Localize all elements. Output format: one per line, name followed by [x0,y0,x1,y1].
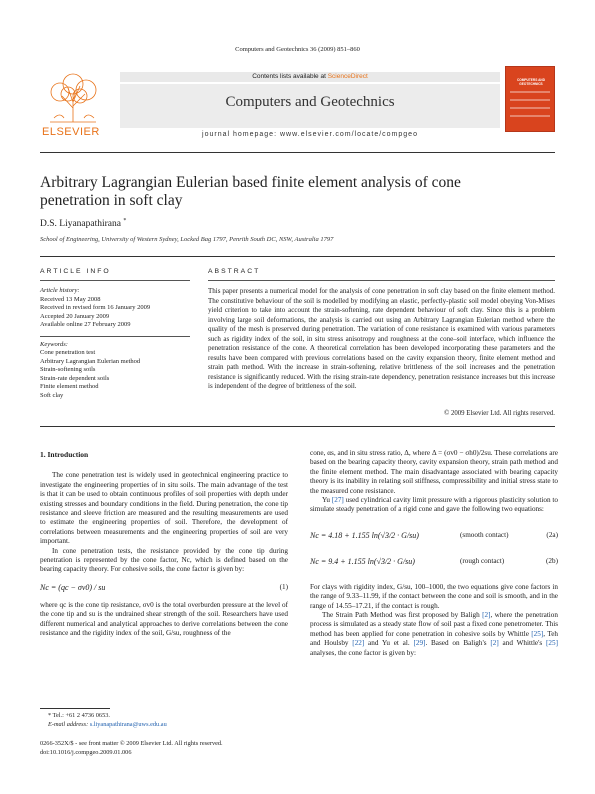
paragraph: For clays with rigidity index, G/su, 100–1000, the two equations give cone factors in the range of 9.33–11.99, if the contact between the cone and soil is smooth, and in the range of 14.55–17.21, if the contact is rough. [310,582,558,610]
text: and Whittle's [498,639,546,648]
cover-decoration [510,91,550,93]
paragraph [310,496,558,515]
right-column [310,449,558,658]
author-name: D.S. Liyanapathirana [40,219,121,230]
equation-1 [40,575,288,601]
equation-condition: (rough contact) [460,556,505,565]
text: used cylindrical cavity limit pressure with a rigorous plasticity solution to simulate steady penetration of a rigid cone and gave the following two equations: [310,496,558,514]
text: The Strain Path Method was first proposed by Baligh [322,611,483,620]
citation-link[interactable]: [2] [490,639,499,648]
equation-expression: Nc = (qc − σv0) / su [40,582,106,592]
section-rule [40,256,555,257]
equation-2a [310,523,558,549]
article-title: Arbitrary Lagrangian Eulerian based finite element analysis of cone penetration in soft clay [40,174,461,209]
equation-2b [310,549,558,575]
body-rule [40,426,555,427]
abstract-heading: ABSTRACT [208,268,261,275]
paragraph: where qc is the cone tip resistance, σv0 is the total overburden pressure at the level of the cone tip and su is the undrained shear strength of the soil. Researchers have used different numerical and analytical approaches to derive correlations between the cone resistance and the rigidity index of the soil, G/su, roughness of the [40,600,288,638]
copyright-notice: © 2009 Elsevier Ltd. All rights reserved. [444,410,555,417]
elsevier-wordmark: ELSEVIER [42,126,100,138]
journal-reference: Computers and Geotechnics 36 (2009) 851–860 [235,46,360,53]
info-divider [40,336,190,337]
text: Yu [322,496,332,505]
keywords-label: Keywords: [40,340,68,348]
header-rule [40,152,555,153]
journal-cover-thumbnail [505,66,555,132]
history-label: Article history: [40,287,80,294]
homepage-prefix: journal homepage: [202,131,280,138]
citation-link[interactable]: [22] [352,639,365,648]
keyword: Strain-rate dependent soils [40,374,110,382]
abstract-rule [208,280,555,281]
cover-decoration [510,107,550,109]
equation-expression: Nc = 4.18 + 1.155 ln(√3/2 · G/su) [310,530,419,540]
paragraph: The cone penetration test is widely used in geotechnical engineering practice to investigate the engineering properties of in situ soils. The main advantage of the test is that it can be used to obtain continuous profiles of soil properties with depth under existing stresses and boundary conditions in the field. During penetration, the cone tip resistance and sleeve friction are measured and the resulting measurements are used to estimate the engineering properties of soil. Therefore, the development of correlations between measurements and the engineering properties of soil are very important. [40,471,288,546]
section-title: 1. Introduction [40,450,89,459]
publication-info [40,740,223,757]
citation-link[interactable]: [2] [482,611,491,620]
doi-line[interactable]: doi:10.1016/j.compgeo.2009.01.006 [40,748,132,756]
issn-line: 0266-352X/$ - see front matter © 2009 Elsevier Ltd. All rights reserved. [40,740,223,747]
author-affiliation: School of Engineering, University of Western Sydney, Locked Bag 1797, Penrith South DC, NSW, Australia 1797 [40,236,334,243]
journal-name: Computers and Geotechnics [225,94,395,110]
citation-link[interactable]: [25] [546,639,558,648]
author-telephone: * Tel.: +61 2 4736 0653. [48,712,110,719]
text: analyses, the cone factor is given by: [310,648,416,657]
article-info [40,287,190,400]
keyword: Cone penetration test [40,349,96,356]
contents-prefix: Contents lists available at [252,73,328,80]
citation-link[interactable]: [29] [413,639,426,648]
journal-homepage [120,128,500,142]
text: , where the penetration process is simulated as a steady state flow of soil past a fixed cone penetrometer. This method has been applied for cone penetration in cohesive soils by Whittle [310,611,558,638]
homepage-url[interactable]: www.elsevier.com/locate/compgeo [279,131,418,138]
author-email-link[interactable]: s.liyanapathirana@uws.edu.au [89,720,167,728]
paragraph: In cone penetration tests, the resistance provided by the cone tip during penetration is represented by the cone factor, Nc, which is defined based on the bearing capacity theory. For cohesive soils, the cone factor is given by: [40,546,288,574]
author-email-line [48,721,167,730]
author-footnote [48,712,167,729]
history-item: Available online 27 February 2009 [40,321,131,328]
keyword: Soft clay [40,391,64,399]
history-item: Received 13 May 2008 [40,295,101,303]
history-item: Received in revised form 16 January 2009 [40,304,151,311]
footnote-rule [40,708,110,709]
info-rule [40,280,190,281]
citation-link[interactable]: [27] [331,496,344,505]
text: , Teh and Houlsby [310,629,558,648]
keyword: Finite element method [40,383,99,390]
author-line [40,218,126,229]
equation-number: (2b) [546,556,558,565]
sciencedirect-link[interactable]: ScienceDirect [327,73,368,80]
journal-title-band [120,84,500,128]
equation-expression: Nc = 9.4 + 1.155 ln(√3/2 · G/su) [310,556,415,566]
paragraph: cone, αs, and in situ stress ratio, Δ, where Δ = (σv0 − σh0)/2su. These correlations are based on the bearing capacity theory, cavity expansion theory, strain path method and the finite element method. The main disadvantage associated with bearing capacity theory is its inability in relating soil stiffness, compressibility and initial stress state to the measured cone resistance. [310,449,558,495]
abstract-text: This paper presents a numerical model for the analysis of cone penetration in soft clay based on the finite element method. The constitutive behaviour of the soil is modelled by modifying an elastic, perfectly-plastic soil model obeying Von-Mises yield criterion to take into account the strain-softening, rate dependent behaviour of soft clay. Since this is a problem involving large soil deformations, the analysis is carried out using an Arbitrary Lagrangian Eulerian method where the quality of the mesh is preserved during penetration. The variation of cone resistance is examined with various parameters such as rigidity index of the soil, in situ stress anisotropy and roughness at the cone–soil interface, which influence the penetration resistance of the cone. A theoretical correlation has been developed incorporating these parameters and the results have been compared with previous correlations based on the cavity expansion theory, finite element method and strain path method. With the increase in strain-softening, relative brittleness of the soil increases and the penetration resistance is significantly reduced. With the rising strain-rate dependency, penetration resistance increases but this increase is independent of the degree of brittleness of the soil. [208,287,555,390]
equation-number: (1) [279,582,288,591]
cover-title: COMPUTERS AND GEOTECHNICS [516,78,546,86]
keyword: Arbitrary Lagrangian Eulerian method [40,357,141,365]
author-footnote-mark[interactable]: * [123,218,127,224]
equation-condition: (smooth contact) [460,530,509,539]
cover-decoration [510,99,550,101]
text: . Based on Baligh's [425,639,491,648]
left-column [40,450,288,639]
citation-link[interactable]: [25] [531,629,544,638]
email-label: E-mail address: [48,720,90,728]
equation-number: (2a) [546,530,558,539]
article-info-heading: ARTICLE INFO [40,268,111,275]
cover-decoration [510,115,550,117]
keyword: Strain-softening soils [40,366,96,373]
paragraph [310,611,558,658]
text: and Yu et al. [364,639,414,648]
journal-masthead [40,70,555,150]
history-item: Accepted 20 January 2009 [40,312,110,320]
contents-band [120,72,500,82]
